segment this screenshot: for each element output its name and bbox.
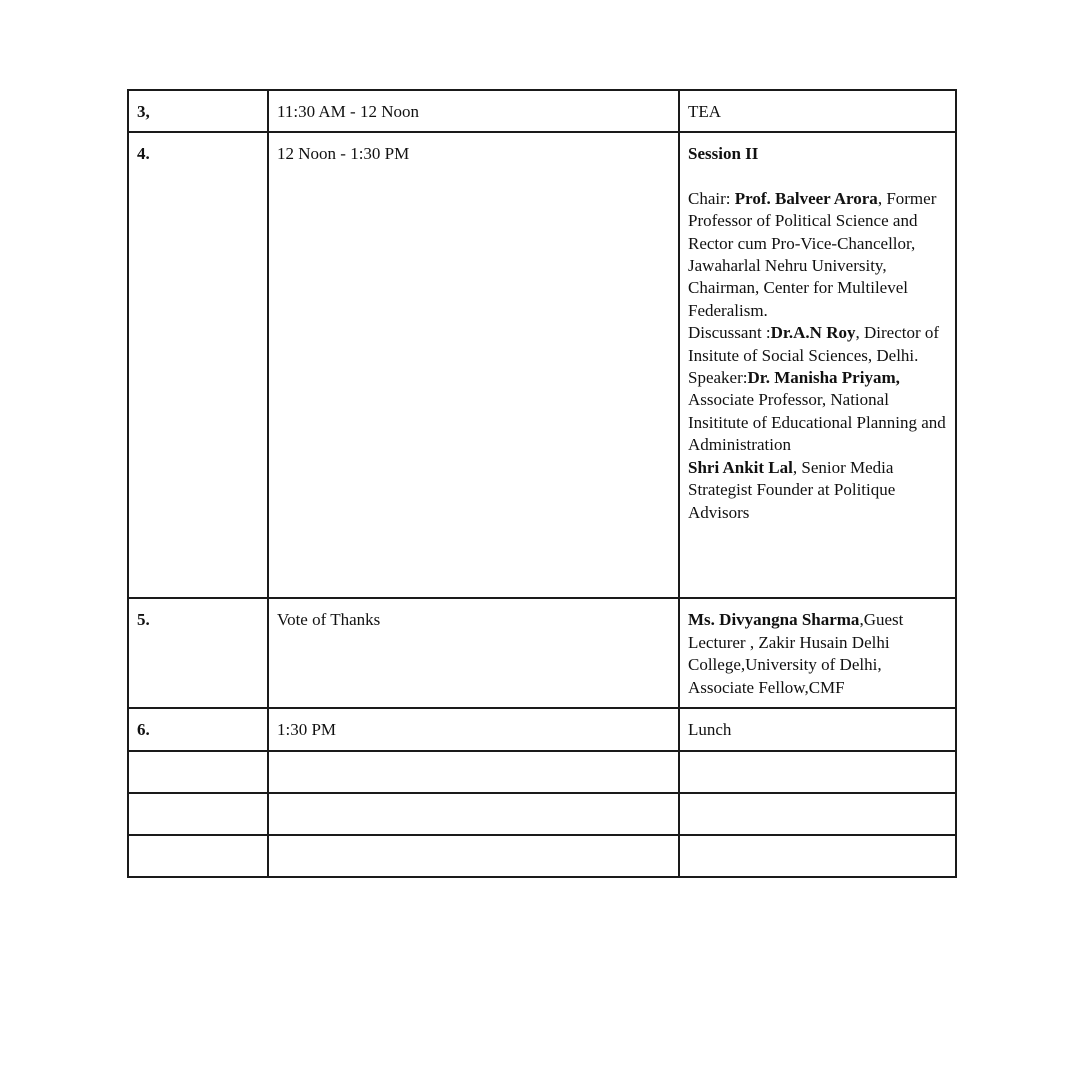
thanks-description: ,Guest Lecturer , Zakir Husain Delhi College,University of Delhi, Associate Fellow,CMF (688, 610, 904, 697)
discussant-description: , Director of Insitute of Social Sciences, Delhi. (688, 323, 940, 365)
session-details (679, 132, 956, 598)
table-row (128, 598, 956, 708)
speaker2-description: , Senior Media Strategist Founder at Politique Advisors (688, 457, 896, 522)
row-time: 1:30 PM (268, 708, 679, 750)
row-number: 5. (128, 598, 268, 708)
empty-cell (679, 835, 956, 877)
session-title: Session II (688, 144, 759, 164)
empty-cell (128, 835, 268, 877)
table-row (128, 708, 956, 750)
empty-cell (128, 793, 268, 835)
empty-row (128, 835, 956, 877)
row-time: 12 Noon - 1:30 PM (268, 132, 679, 598)
empty-cell (268, 835, 679, 877)
schedule-table (127, 89, 957, 878)
empty-cell (268, 751, 679, 793)
row-time: Vote of Thanks (268, 598, 679, 708)
speaker-label: Speaker: (688, 368, 748, 388)
row-number: 3, (128, 90, 268, 132)
table-row (128, 132, 956, 598)
row-details: TEA (679, 90, 956, 132)
empty-row (128, 793, 956, 835)
chair-name: Prof. Balveer Arora (734, 188, 878, 208)
table-row (128, 90, 956, 132)
discussant-name: Dr.A.N Roy (770, 323, 856, 343)
chair-description: , Former Professor of Political Science and Rector cum Pro-Vice-Chancellor, Jawaharlal Nehru University, Chairman, Center for Multilevel Federalism. (688, 188, 937, 320)
empty-cell (128, 751, 268, 793)
thanks-details (679, 598, 956, 708)
thanks-name: Ms. Divyangna Sharma (688, 610, 860, 630)
row-number: 4. (128, 132, 268, 598)
row-details: Lunch (679, 708, 956, 750)
row-time: 11:30 AM - 12 Noon (268, 90, 679, 132)
chair-label: Chair: (688, 188, 735, 208)
empty-cell (679, 793, 956, 835)
speaker-description: Associate Professor, National Insititute of Educational Planning and Administration (688, 390, 946, 455)
empty-row (128, 751, 956, 793)
discussant-label: Discussant : (688, 323, 771, 343)
empty-cell (679, 751, 956, 793)
speaker2-name: Shri Ankit Lal (688, 457, 793, 477)
speaker-name: Dr. Manisha Priyam, (747, 368, 900, 388)
empty-cell (268, 793, 679, 835)
row-number: 6. (128, 708, 268, 750)
